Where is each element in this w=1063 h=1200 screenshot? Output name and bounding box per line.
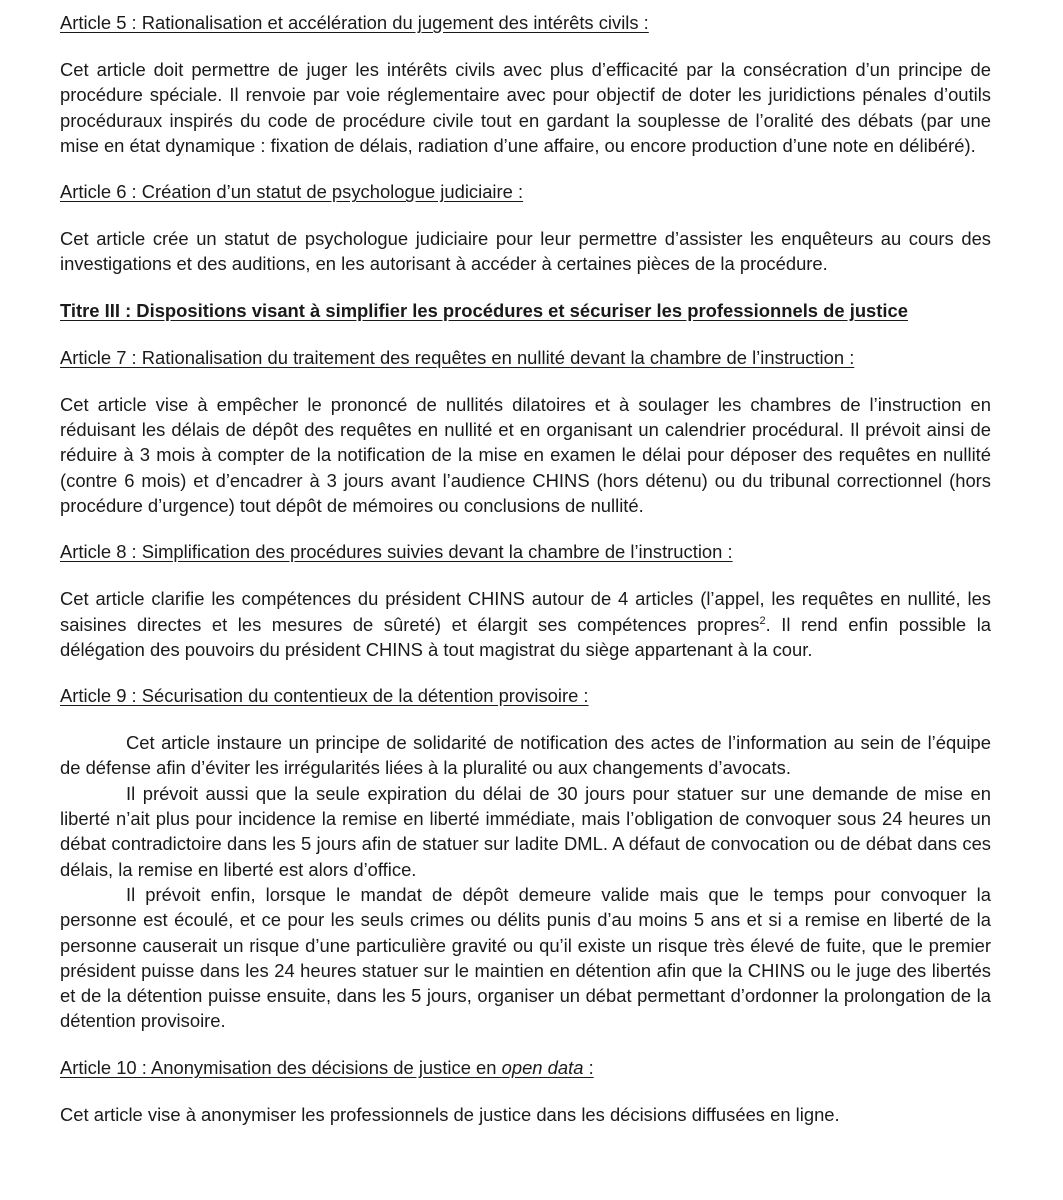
article-9-heading: Article 9 : Sécurisation du contentieux de la détention provisoire :: [60, 685, 589, 707]
article-8-paragraph: [60, 586, 991, 662]
article-9-paragraph-3: Il prévoit enfin, lorsque le mandat de dépôt demeure valide mais que le temps pour convoquer la personne est écoulé, et ce pour les seuls crimes ou délits punis d’au moins 5 ans et si a remise en liberté de la personne causerait un risque d’une particulière gravité ou qu’il existe un risque très élevé de fuite, que le premier président puisse dans les 24 heures statuer sur le maintien en détention afin que la CHINS ou le juge des libertés et de la détention puisse ensuite, dans les 5 jours, organiser un débat permettant d’ordonner la prolongation de la détention provisoire.: [60, 883, 991, 1032]
article-10-heading-emphasis: open data: [501, 1056, 584, 1078]
article-7-paragraph: Cet article vise à empêcher le prononcé de nullités dilatoires et à soulager les chambres de l’instruction en réduisant les délais de dépôt des requêtes en nullité et en organisant un calendrier procédural. Il prévoit ainsi de réduire à 3 mois à compter de la notification de la mise en examen le délai pour déposer des requêtes en nullité (contre 6 mois) et d’encadrer à 3 jours avant l’audience CHINS (hors détenu) ou du tribunal correctionnel (hors procédure d’urgence) tout dépôt de mémoires ou conclusions de nullité.: [60, 393, 991, 516]
article-7-heading: Article 7 : Rationalisation du traitement des requêtes en nullité devant la chambre de l’instruction :: [60, 346, 855, 368]
article-8-text-start: Cet article clarifie les compétences du président CHINS autour de 4 articles (l’appel, les requêtes en nullité, les saisines directes et les mesures de sûreté) et élargit ses compétences propres: [60, 588, 991, 635]
article-10-heading-start: Article 10 : Anonymisation des décisions de justice en: [60, 1056, 502, 1078]
article-6-heading: Article 6 : Création d’un statut de psychologue judiciaire :: [60, 181, 524, 203]
article-10-heading: [60, 1055, 991, 1081]
article-8-heading: Article 8 : Simplification des procédures suivies devant la chambre de l’instruction :: [60, 541, 733, 563]
titre-3-heading: Titre III : Dispositions visant à simplifier les procédures et sécuriser les professionnels de justice: [60, 299, 908, 321]
article-10-paragraph: Cet article vise à anonymiser les professionnels de justice dans les décisions diffusées en ligne.: [60, 1103, 840, 1125]
article-6-paragraph: Cet article crée un statut de psychologue judiciaire pour leur permettre d’assister les enquêteurs au cours des investigations et des auditions, en les autorisant à accéder à certaines pièces de la procédure.: [60, 228, 991, 275]
footnote-reference: 2: [759, 614, 766, 627]
article-9-paragraph-2: Il prévoit aussi que la seule expiration du délai de 30 jours pour statuer sur une demande de mise en liberté n’ait plus pour incidence la remise en liberté immédiate, mais l’obligation de convoquer sous 24 heures un débat contradictoire dans les 5 jours afin de statuer sur ladite DML. A défaut de convocation ou de débat dans ces délais, la remise en liberté est alors d’office.: [60, 782, 991, 880]
article-9-paragraph-1: Cet article instaure un principe de solidarité de notification des actes de l’information au sein de l’équipe de défense afin d’éviter les irrégularités liées à la pluralité ou aux changements d’avocats.: [60, 732, 991, 779]
article-5-heading: Article 5 : Rationalisation et accélération du jugement des intérêts civils :: [60, 12, 649, 33]
article-8-text-end: . Il rend enfin possible la délégation des pouvoirs du président CHINS à tout magistrat du siège appartenant à la cour.: [60, 613, 992, 660]
article-5-paragraph: Cet article doit permettre de juger les intérêts civils avec plus d’efficacité par la consécration d’un principe de procédure spéciale. Il renvoie par voie réglementaire avec pour objectif de doter les juridictions pénales d’outils procéduraux inspirés du code de procédure civile tout en gardant la souplesse de l’oralité des débats (par une mise en état dynamique : fixation de délais, radiation d’une affaire, ou encore production d’une note en délibéré).: [60, 59, 991, 156]
article-10-heading-end: :: [583, 1056, 594, 1078]
